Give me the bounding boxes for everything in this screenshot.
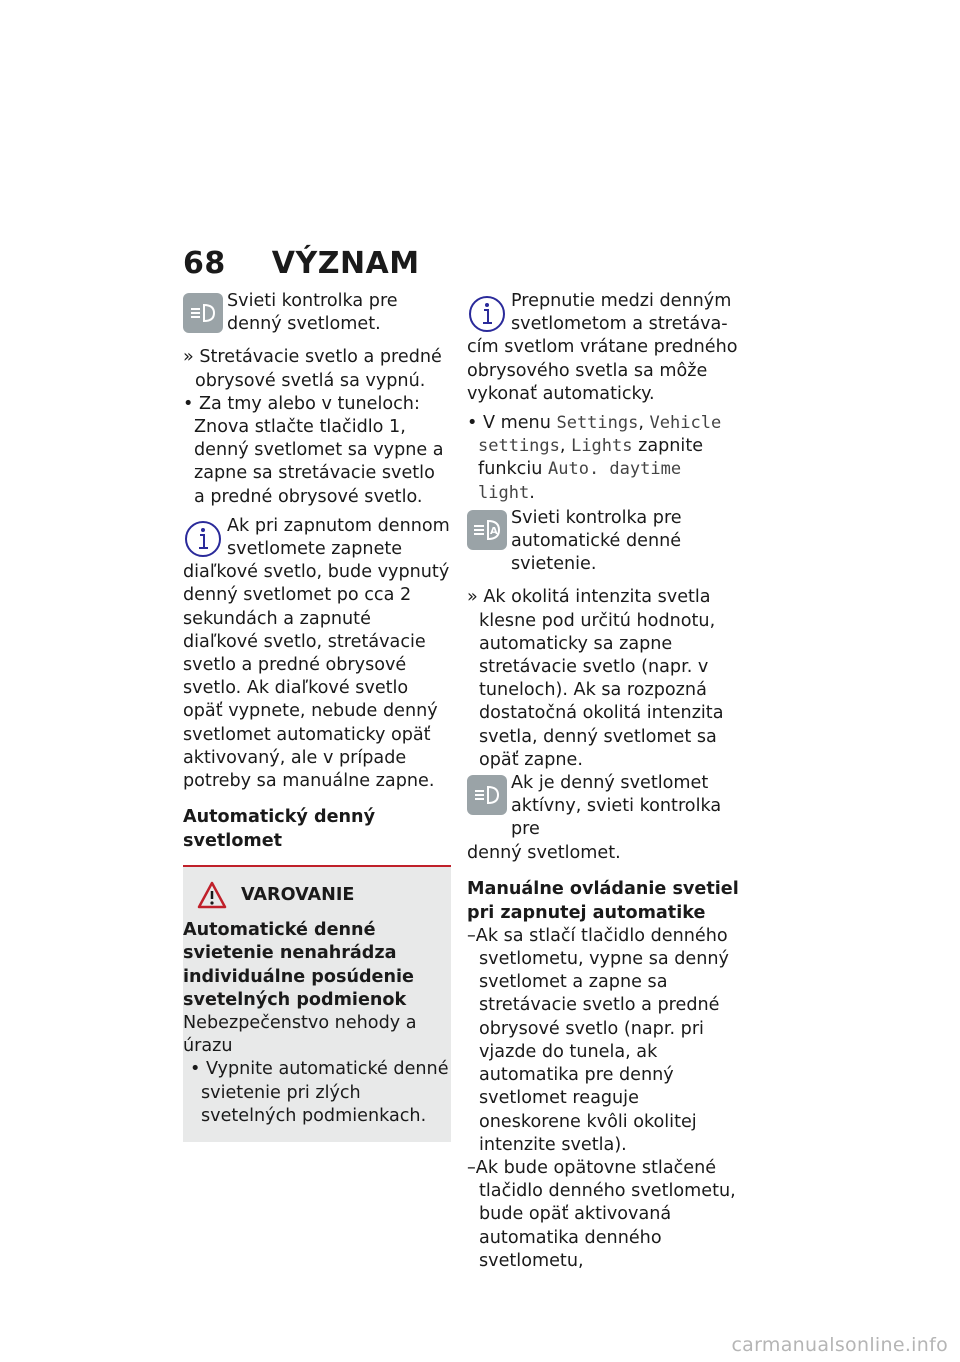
menu-instruction: • V menu Settings, Vehicle settings, Lights zapnite funkciu Auto. daytime light. (467, 413, 722, 503)
warning-box (183, 865, 451, 1142)
indicator-lead-text: Ak je denný svetlomet aktívny, svieti kontrolka pre (511, 773, 722, 840)
menu-lights: Lights (571, 436, 633, 457)
section-heading: Manuálne ovládanie svetiel pri zapnutej automatike (467, 878, 739, 923)
indicator-daytime-light (183, 290, 451, 336)
warning-header (183, 881, 451, 909)
section-title: VÝZNAM (271, 246, 420, 281)
svg-text:A: A (490, 525, 498, 537)
indicator-text: Svieti kontrolka pre automatické denné svietenie. (511, 507, 682, 575)
info-rest-text: diaľkové svetlo, bude vypnutý denný svetlomet po cca 2 sekundách a zapnuté diaľkové svetlo, stretávacie svetlo a predné obrysové svetlo. Ak diaľkové svetlo opäť vypnete, nebude denný svetlomet automaticky opäť aktivovaný, ale v prípade potreby sa manuálne zapne. (183, 562, 450, 792)
info-rest-text: cím svetlom vrátane predného obrysového svetla sa môže vykonať automaticky. (467, 337, 738, 404)
warning-bold-text: Automatické denné svietenie nenahrádza individuálne posúdenie svetelných podmienok (183, 920, 414, 1010)
auto-daytime-light-indicator-icon (467, 510, 507, 550)
info-icon (467, 292, 507, 336)
page-number: 68 (183, 246, 226, 281)
bullet-title: • Za tmy alebo v tuneloch: (183, 393, 420, 414)
daytime-light-indicator-icon (183, 293, 223, 333)
menu-vehicle-settings: Vehicle settings (478, 413, 722, 457)
indicator-auto-daytime (467, 507, 739, 577)
menu-auto-daytime-light: Auto. daytime light (478, 459, 682, 503)
bullet-body: Znova stlačte tlačidlo 1, denný svetlomet sa vypne a zapne sa stretávacie svetlo a predné obrysové svetlo. (194, 417, 444, 507)
indicator-rest-text: denný svetlomet. (467, 842, 621, 863)
info-note-1 (183, 515, 451, 561)
info-note-2 (467, 290, 739, 336)
warning-title: VAROVANIE (241, 884, 355, 905)
dash-item-2: –Ak bude opätovne stlačené tlačidlo denného svetlometu, bude opäť aktivovaná automatika denného svetlometu, (467, 1157, 736, 1271)
daytime-light-indicator-icon (467, 775, 507, 815)
info-lead-text: Ak pri zapnutom dennom svetlomete zapnete (227, 515, 450, 560)
warning-triangle-icon (197, 881, 227, 909)
result-text: » Ak okolitá intenzita svetla klesne pod určitú hodnotu, automaticky sa zapne stretávacie svetlo (napr. v tuneloch). Ak sa rozpozná dostatočná okolitá intenzita svetla, denný svetlomet sa opäť zapne. (467, 587, 724, 770)
indicator-text: Svieti kontrolka pre denný svetlomet. (227, 291, 398, 335)
info-lead-text: Prepnutie medzi denným svetlometom a stretáva- (511, 291, 732, 335)
left-column (183, 290, 451, 1142)
warning-bullet: • Vypnite automatické denné svietenie pri zlých svetelných podmienkach. (190, 1059, 449, 1126)
dash-item-1: –Ak sa stlačí tlačidlo denného svetlometu, vypne sa denný svetlomet a zapne sa stretávacie svetlo a predné obrysové svetlo (napr. pri vjazde do tunela, ak automatika pre denný svetlomet reaguje oneskorene kvôli okolitej intenzite svetla). (467, 925, 729, 1155)
right-column (467, 290, 739, 1273)
warning-body-text: Nebezpečenstvo nehody a úrazu (183, 1013, 417, 1057)
result-text: » Stretávacie svetlo a predné obrysové svetlá sa vypnú. (183, 347, 442, 391)
section-heading: Automatický denný svetlomet (183, 807, 376, 852)
page-header (183, 246, 420, 281)
watermark: carmanualsonline.info (731, 1334, 948, 1356)
info-icon (183, 517, 223, 561)
indicator-daytime-active (467, 772, 739, 842)
menu-settings: Settings (556, 413, 639, 434)
